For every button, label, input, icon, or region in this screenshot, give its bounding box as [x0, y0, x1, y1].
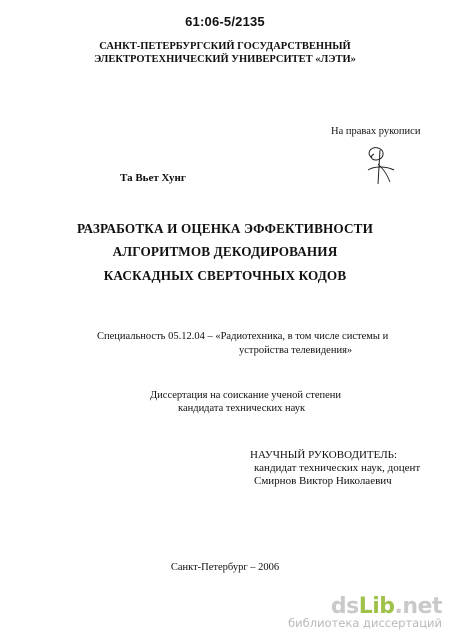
- university-line-2: ЭЛЕКТРОТЕХНИЧЕСКИЙ УНИВЕРСИТЕТ «ЛЭТИ»: [94, 54, 356, 65]
- title-line-1: РАЗРАБОТКА И ОЦЕНКА ЭФФЕКТИВНОСТИ: [76, 221, 374, 236]
- title-line-2: АЛГОРИТМОВ ДЕКОДИРОВАНИЯ: [112, 244, 338, 259]
- dissertation-line-1: Диссертация на соискание ученой степени: [150, 390, 342, 401]
- supervisor-degree: кандидат технических наук, доцент: [254, 462, 421, 474]
- specialty-line-2: устройства телевидения»: [239, 345, 353, 356]
- rights-note: На правах рукописи: [331, 126, 421, 137]
- registration-code: 61:06-5/2135: [185, 14, 265, 29]
- signature-icon: [364, 144, 398, 188]
- watermark-prefix: ds: [330, 594, 359, 619]
- dissertation-note: [150, 389, 341, 415]
- supervisor-name: Смирнов Виктор Николаевич: [254, 475, 392, 487]
- specialty-line-1: Специальность 05.12.04 – «Радиотехника, в том числе системы и: [97, 331, 389, 342]
- city-year: Санкт-Петербург – 2006: [170, 562, 280, 573]
- watermark: [288, 594, 442, 630]
- supervisor-heading: НАУЧНЫЙ РУКОВОДИТЕЛЬ:: [250, 449, 398, 461]
- university-line-1: САНКТ-ПЕТЕРБУРГСКИЙ ГОСУДАРСТВЕННЫЙ: [99, 41, 351, 52]
- specialty: [97, 330, 407, 358]
- watermark-suffix: .net: [394, 594, 442, 619]
- dissertation-line-2: кандидата технических наук: [178, 403, 306, 414]
- title-line-3: КАСКАДНЫХ СВЕРТОЧНЫХ КОДОВ: [103, 268, 347, 283]
- supervisor-block: [250, 449, 420, 488]
- author-name: Та Вьет Хунг: [120, 172, 186, 184]
- watermark-subtitle: библиотека диссертаций: [288, 616, 442, 630]
- watermark-lib: Lib: [358, 594, 395, 619]
